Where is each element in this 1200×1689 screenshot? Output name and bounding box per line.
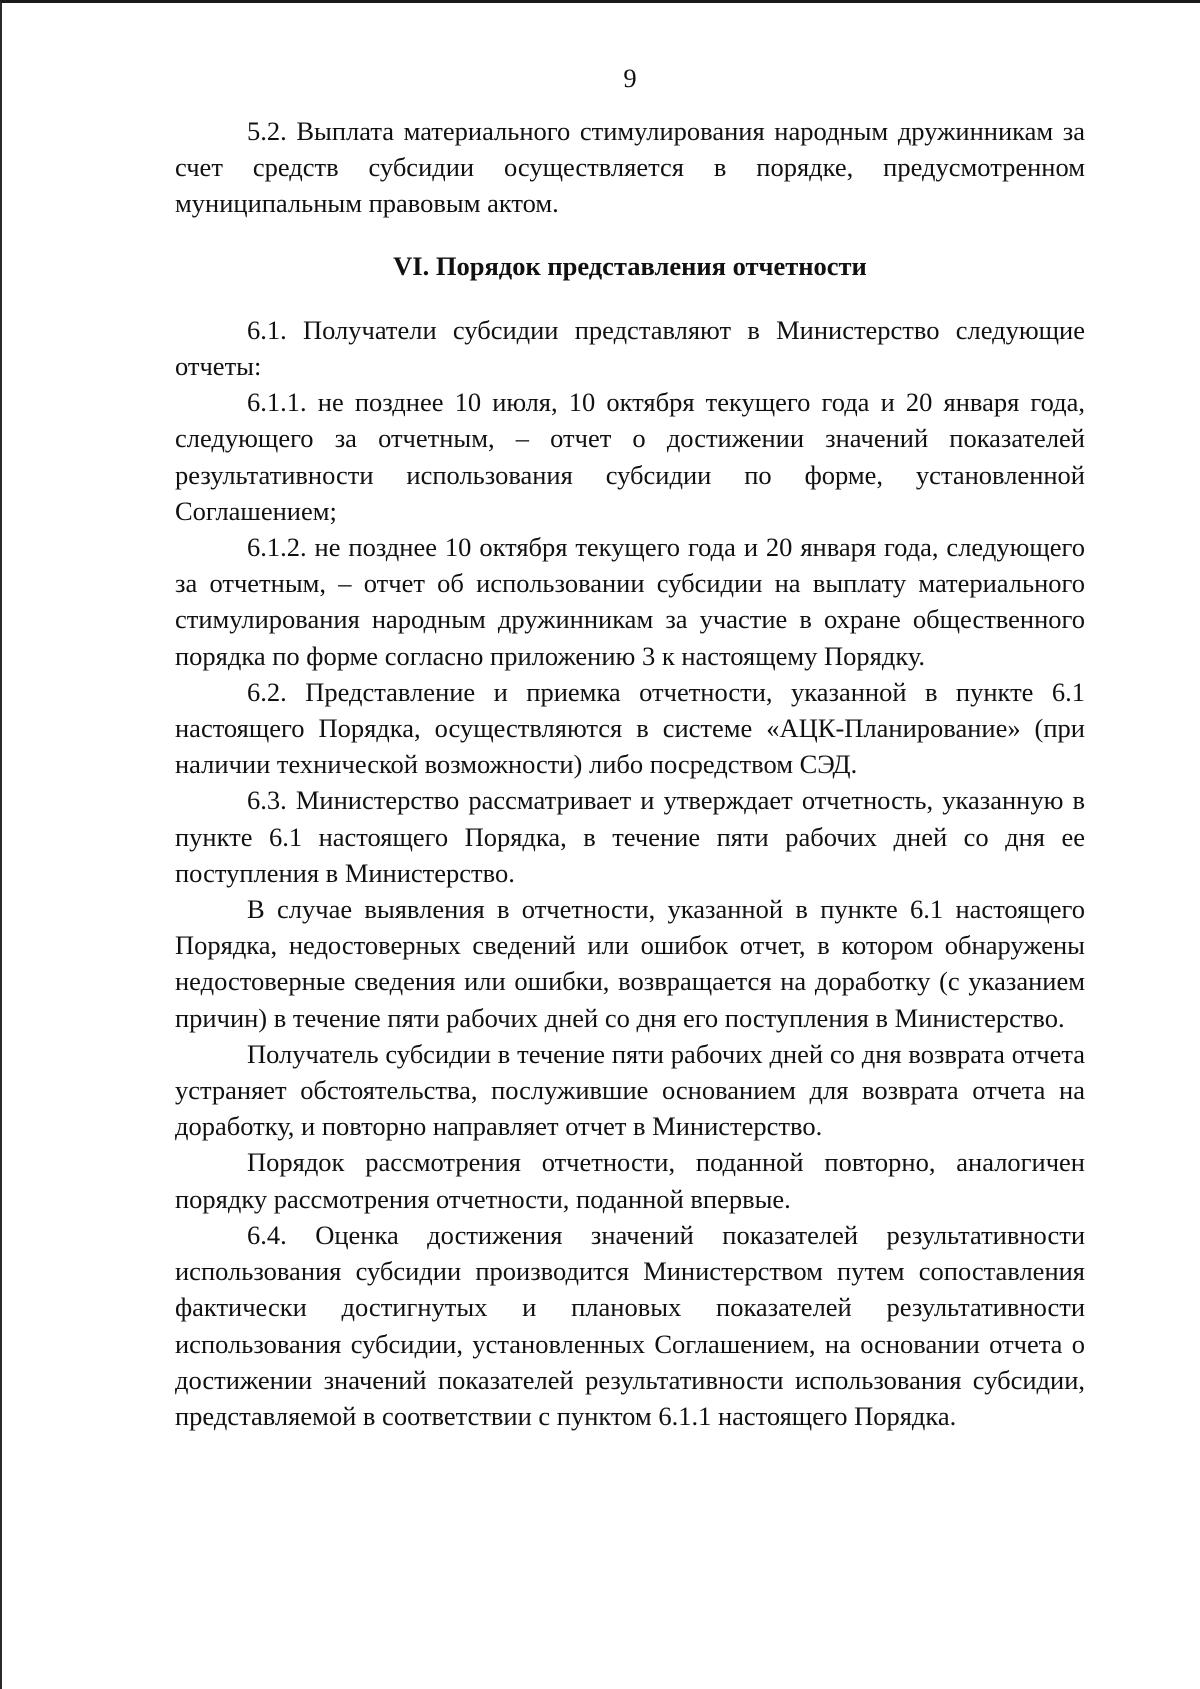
section-heading: VI. Порядок представления отчетности	[393, 250, 867, 281]
paragraph-6-1: 6.1. Получатели субсидии представляют в Министерство следующие отчеты:	[175, 314, 1085, 382]
paragraph-review-order: Порядок рассмотрения отчетности, поданной повторно, аналогичен порядку рассмотрения отчетности, поданной впервые.	[175, 1147, 1085, 1214]
paragraph-6-1-1: 6.1.1. не позднее 10 июля, 10 октября текущего года и 20 января года, следующего за отчетным, – отчет о достижении значений показателей результативности использования субсидии по форме, установленной Соглашением;	[175, 387, 1085, 526]
page-number: 9	[623, 63, 637, 93]
paragraph-errors-case: В случае выявления в отчетности, указанной в пункте 6.1 настоящего Порядка, недостоверных сведений или ошибок отчет, в котором обнаружены недостоверные сведения или ошибки, возвращается на доработку (с указанием причин) в течение пяти рабочих дней со дня его поступления в Министерство.	[175, 894, 1085, 1033]
document-page	[175, 60, 1085, 1434]
paragraph-6-4: 6.4. Оценка достижения значений показателей результативности использования субсидии производится Министерством путем сопоставления фактически достигнутых и плановых показателей результативности использования субсидии, установленных Соглашением, на основании отчета о достижении значений показателей результативности использования субсидии, представляемой в соответствии с пунктом 6.1.1 настоящего Порядка.	[175, 1219, 1085, 1431]
paragraph-5-2: 5.2. Выплата материального стимулирования народным дружинникам за счет средств субсидии осуществляется в порядке, предусмотренном муниципальным правовым актом.	[175, 116, 1085, 219]
paragraph-recipient-fix: Получатель субсидии в течение пяти рабочих дней со дня возврата отчета устраняет обстоятельства, послужившие основанием для возврата отчета на доработку, и повторно направляет отчет в Министерство.	[175, 1038, 1085, 1142]
paragraph-6-1-2: 6.1.2. не позднее 10 октября текущего года и 20 января года, следующего за отчетным, – отчет об использовании субсидии на выплату материального стимулирования народным дружинникам за участие в охране общественного порядка по форме согласно приложению 3 к настоящему Порядку.	[175, 532, 1085, 671]
paragraph-6-2: 6.2. Представление и приемка отчетности, указанной в пункте 6.1 настоящего Порядка, осуществляются в системе «АЦК-Планирование» (при наличии технической возможности) либо посредством СЭД.	[175, 676, 1085, 780]
paragraph-6-3: 6.3. Министерство рассматривает и утверждает отчетность, указанную в пункте 6.1 настоящего Порядка, в течение пяти рабочих дней со дня ее поступления в Министерство.	[175, 785, 1085, 888]
